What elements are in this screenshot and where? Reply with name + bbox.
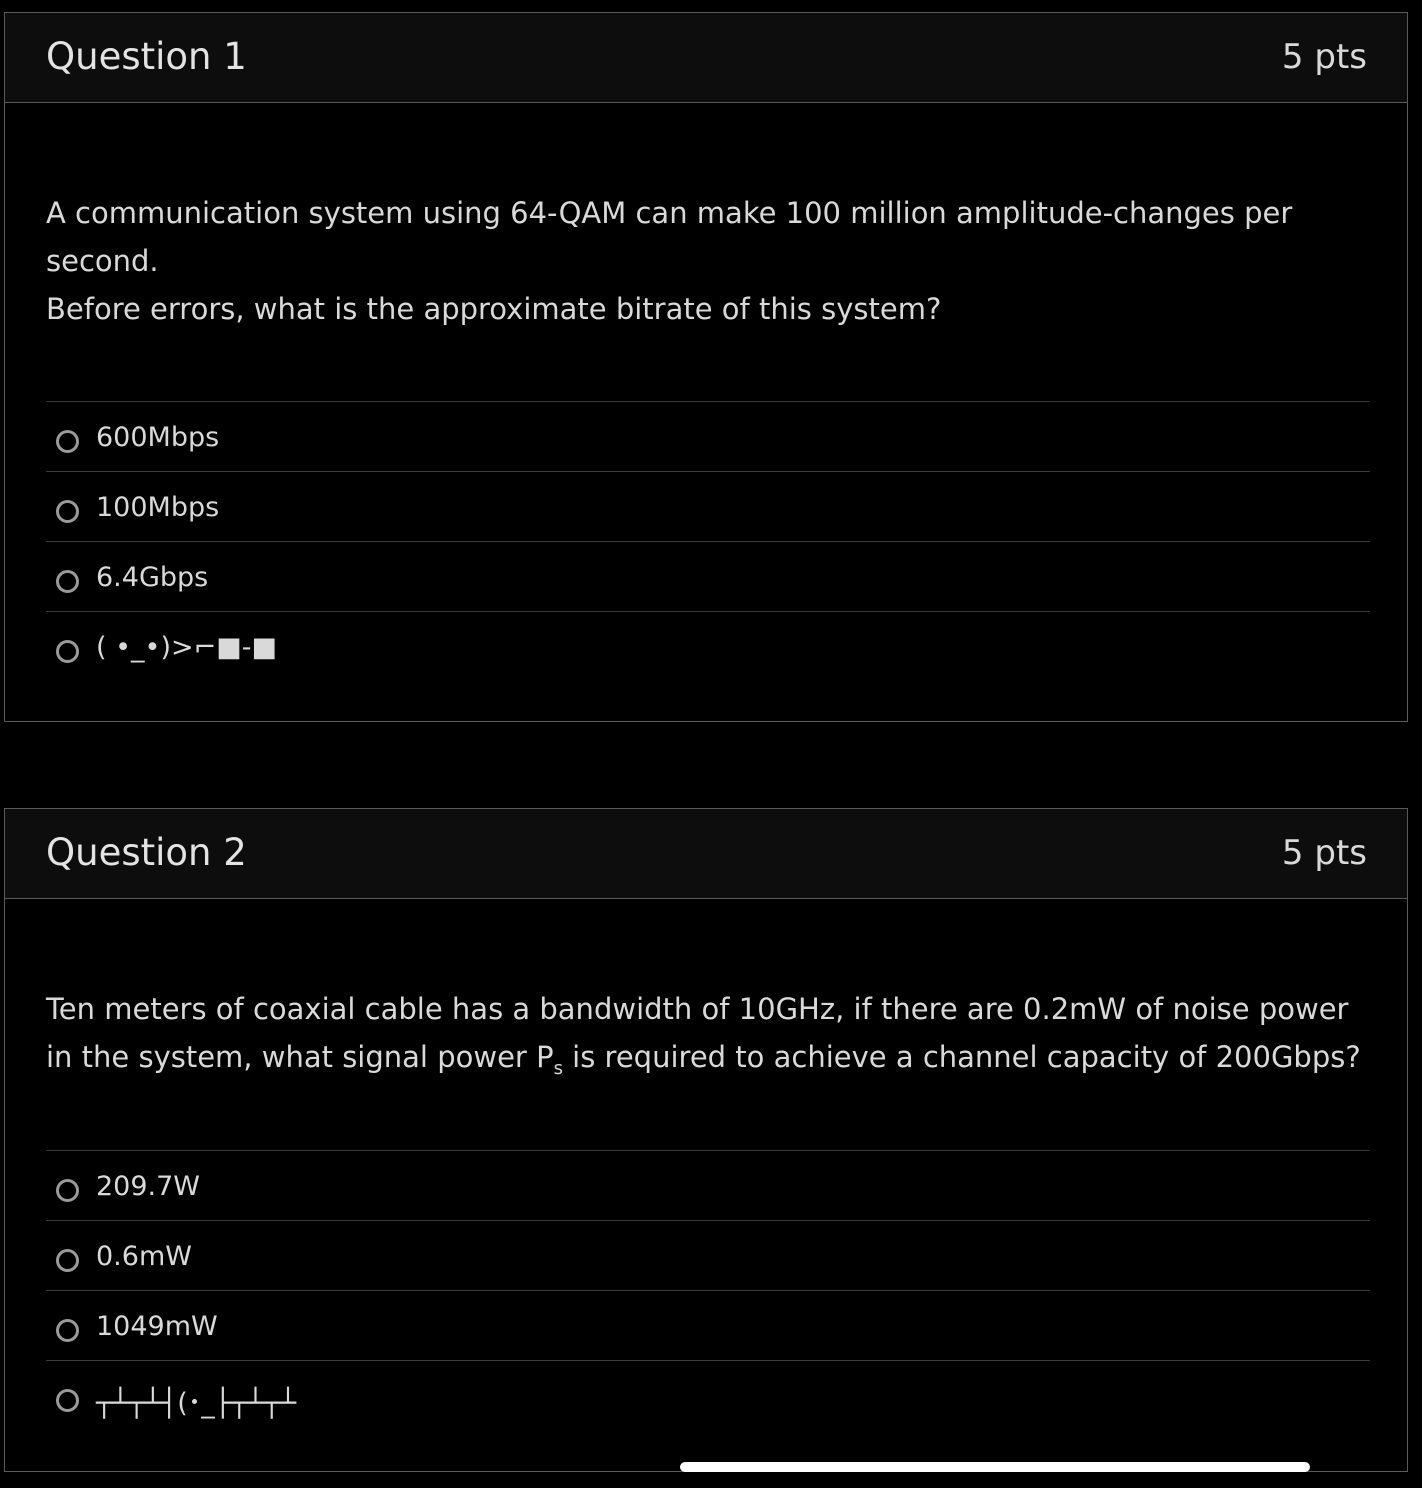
question-2-text-part-1: Ten meters of coaxial cable has a bandwidth of 10GHz, if there are 0.2mW of noise power in the system, what signal power [46,992,1349,1074]
signal-power-symbol: P [536,1040,554,1074]
radio-button[interactable] [56,500,79,523]
answer-option[interactable] [46,1151,1370,1221]
answer-label: ( •_•)>⌐■-■ [96,632,278,663]
answer-option[interactable] [46,402,1370,472]
radio-button[interactable] [56,1319,79,1342]
answer-label: 600Mbps [96,422,220,453]
question-2-text-part-2: is required to achieve a channel capacity of 200Gbps? [562,1040,1361,1074]
answer-label: 0.6mW [96,1241,192,1272]
answer-option[interactable] [46,1291,1370,1361]
question-2-text [46,985,1367,1093]
radio-button[interactable] [56,1389,79,1412]
question-2-card [4,808,1408,1472]
question-2-title: Question 2 [46,831,247,874]
answer-option[interactable] [46,1361,1370,1430]
radio-button[interactable] [56,570,79,593]
signal-power-subscript: s [553,1057,563,1079]
question-1-text: A communication system using 64-QAM can make 100 million amplitude-changes per second. [46,196,1293,278]
answer-label: 1049mW [96,1311,218,1342]
answer-option[interactable] [46,542,1370,612]
radio-button[interactable] [56,1179,79,1202]
question-1-title: Question 1 [46,35,247,78]
question-2-header [5,809,1407,899]
answer-option[interactable] [46,612,1370,681]
answer-label: 100Mbps [96,492,220,523]
answer-label: ┬┴┬┴┤(･_├┬┴┬┴ [96,1388,297,1419]
radio-button[interactable] [56,1249,79,1272]
home-indicator[interactable] [680,1462,1310,1472]
question-1-answers [46,401,1370,681]
answer-label: 6.4Gbps [96,562,209,593]
answer-option[interactable] [46,1221,1370,1291]
radio-button[interactable] [56,430,79,453]
question-1-card [4,12,1408,722]
answer-label: 209.7W [96,1171,200,1202]
question-1-points: 5 pts [1281,37,1367,77]
radio-button[interactable] [56,640,79,663]
question-2-answers [46,1150,1370,1430]
question-1-header [5,13,1407,103]
question-2-points: 5 pts [1281,833,1367,873]
answer-option[interactable] [46,472,1370,542]
question-1-prompt: Before errors, what is the approximate bitrate of this system? [46,292,942,326]
